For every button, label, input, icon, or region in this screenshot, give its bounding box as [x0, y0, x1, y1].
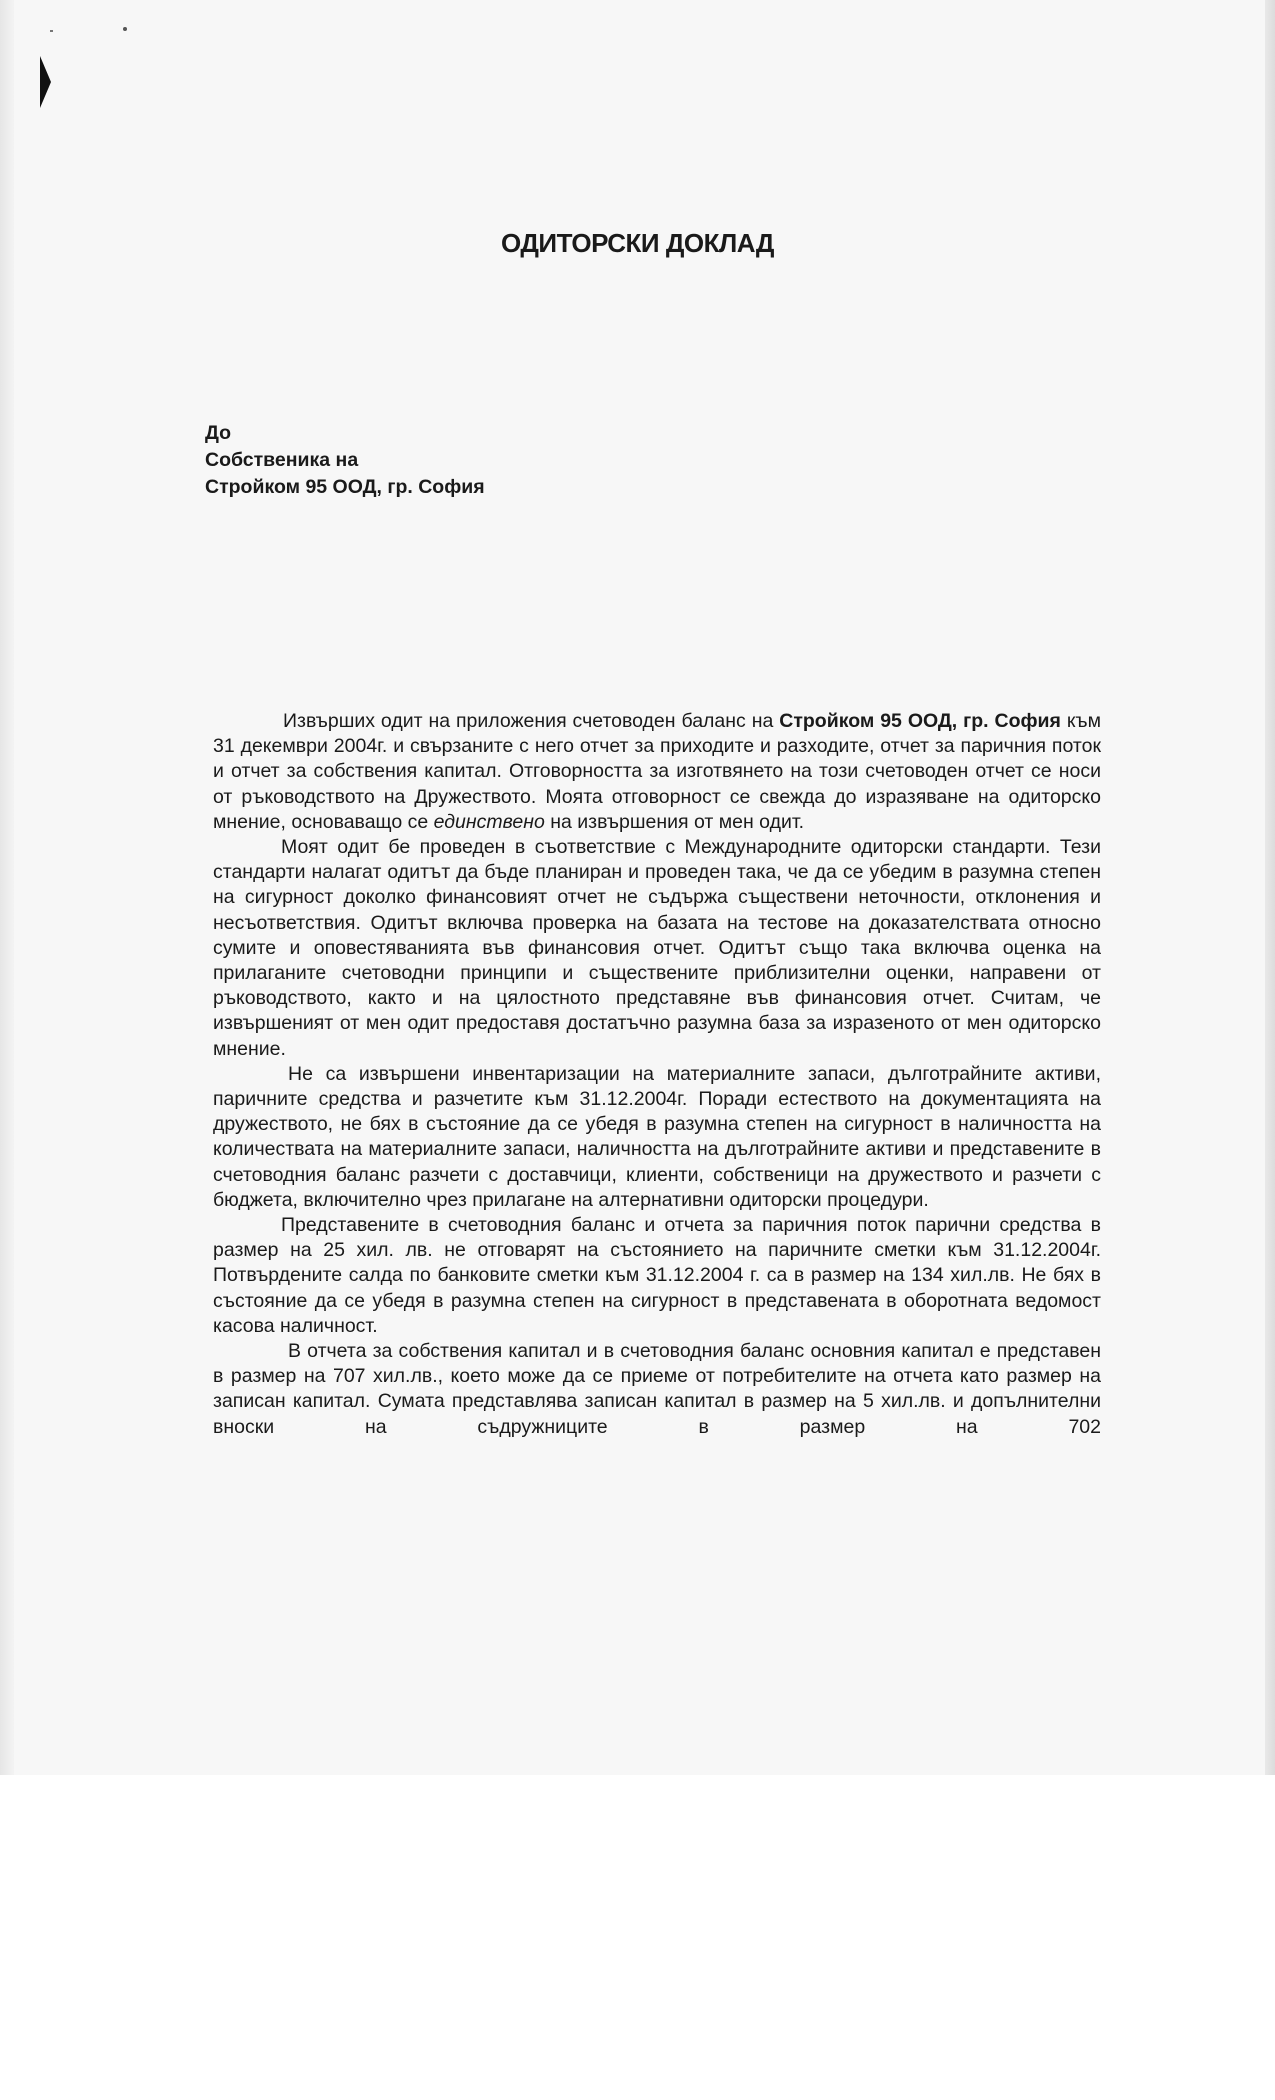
scan-speck — [123, 27, 127, 31]
scan-shadow-left — [0, 0, 14, 1775]
scan-shadow-right — [1265, 0, 1275, 1775]
document-title: ОДИТОРСКИ ДОКЛАД — [501, 228, 774, 258]
paragraph-capital: В отчета за собствения капитал и в счетоводния баланс основния капитал е представен в размер на 707 хил.лв., което може да се приеме от потребителите на отчета като размер на записан капитал. Сумата представлява записан капитал в размер на 5 хил.лв. и допълнителни вноски на съдружниците в размер на 702 — [213, 1340, 1101, 1438]
paragraph-scope — [213, 709, 1101, 835]
addressee-line: До — [205, 422, 232, 444]
scan-speck — [50, 30, 53, 32]
binding-mark — [40, 56, 51, 108]
paragraph-text: Извърших одит на приложения счетоводен баланс на — [283, 710, 780, 732]
addressee-block — [205, 420, 485, 501]
paragraph-text: към 31 декември 2004г. и свързаните с него отчет за приходите и разходите, отчет за паричния поток и отчет за собствения капитал. Отговорността за изготвянето на този счетоводен отчет се носи от ръководството на Дружеството. Моята отговорност се свежда до изразяване на одиторско мнение, основаващо се — [213, 710, 1101, 833]
addressee-line: Собственика на — [205, 449, 359, 471]
paragraph-cash: Представените в счетоводния баланс и отчета за паричния поток парични средства в размер на 25 хил. лв. не отговарят на състоянието на паричните сметки към 31.12.2004г. Потвърдените салда по банковите сметки към 31.12.2004 г. са в размер на 134 хил.лв. Не бях в състояние да се убедя в разумна степен на сигурност в представената в оборотната ведомост касова наличност. — [213, 1214, 1101, 1337]
paragraph-standards: Моят одит бе проведен в съответствие с Международните одиторски стандарти. Тези стандарти налагат одитът да бъде планиран и проведен така, че да се убедим в разумна степен на сигурност доколко финансовият отчет не съдържа съществени неточности, отклонения и несъответствия. Одитът включва проверка на базата на тестове на доказателствата относно сумите и оповестяванията във финансовия отчет. Одитът също така включва оценка на прилаганите счетоводни принципи и съществените приблизителни оценки, направени от ръководството, както и на цялостното представяне във финансовия отчет. Считам, че извършеният от мен одит предоставя достатъчно разумна база за изразеното от мен одиторско мнение. — [213, 836, 1101, 1060]
addressee-line: Стройком 95 ООД, гр. София — [205, 476, 485, 498]
paragraph-inventory: Не са извършени инвентаризации на материалните запаси, дълготрайните активи, паричните средства и разчетите към 31.12.2004г. Поради естеството на документацията на дружеството, не бях в състояние да се убедя в разумна степен на сигурност в наличността на количествата на материалните запаси, наличността на дълготрайните активи и представените в счетоводния баланс разчети с доставчици, клиенти, собственици на дружеството и разчети с бюджета, включително чрез прилагане на алтернативни одиторски процедури. — [213, 1062, 1101, 1211]
paragraph-text: на извършения от мен одит. — [544, 810, 805, 833]
emphasis-text: единствено — [433, 810, 545, 833]
report-body — [213, 709, 1101, 1440]
company-name: Стройком 95 ООД, гр. София — [779, 710, 1061, 732]
